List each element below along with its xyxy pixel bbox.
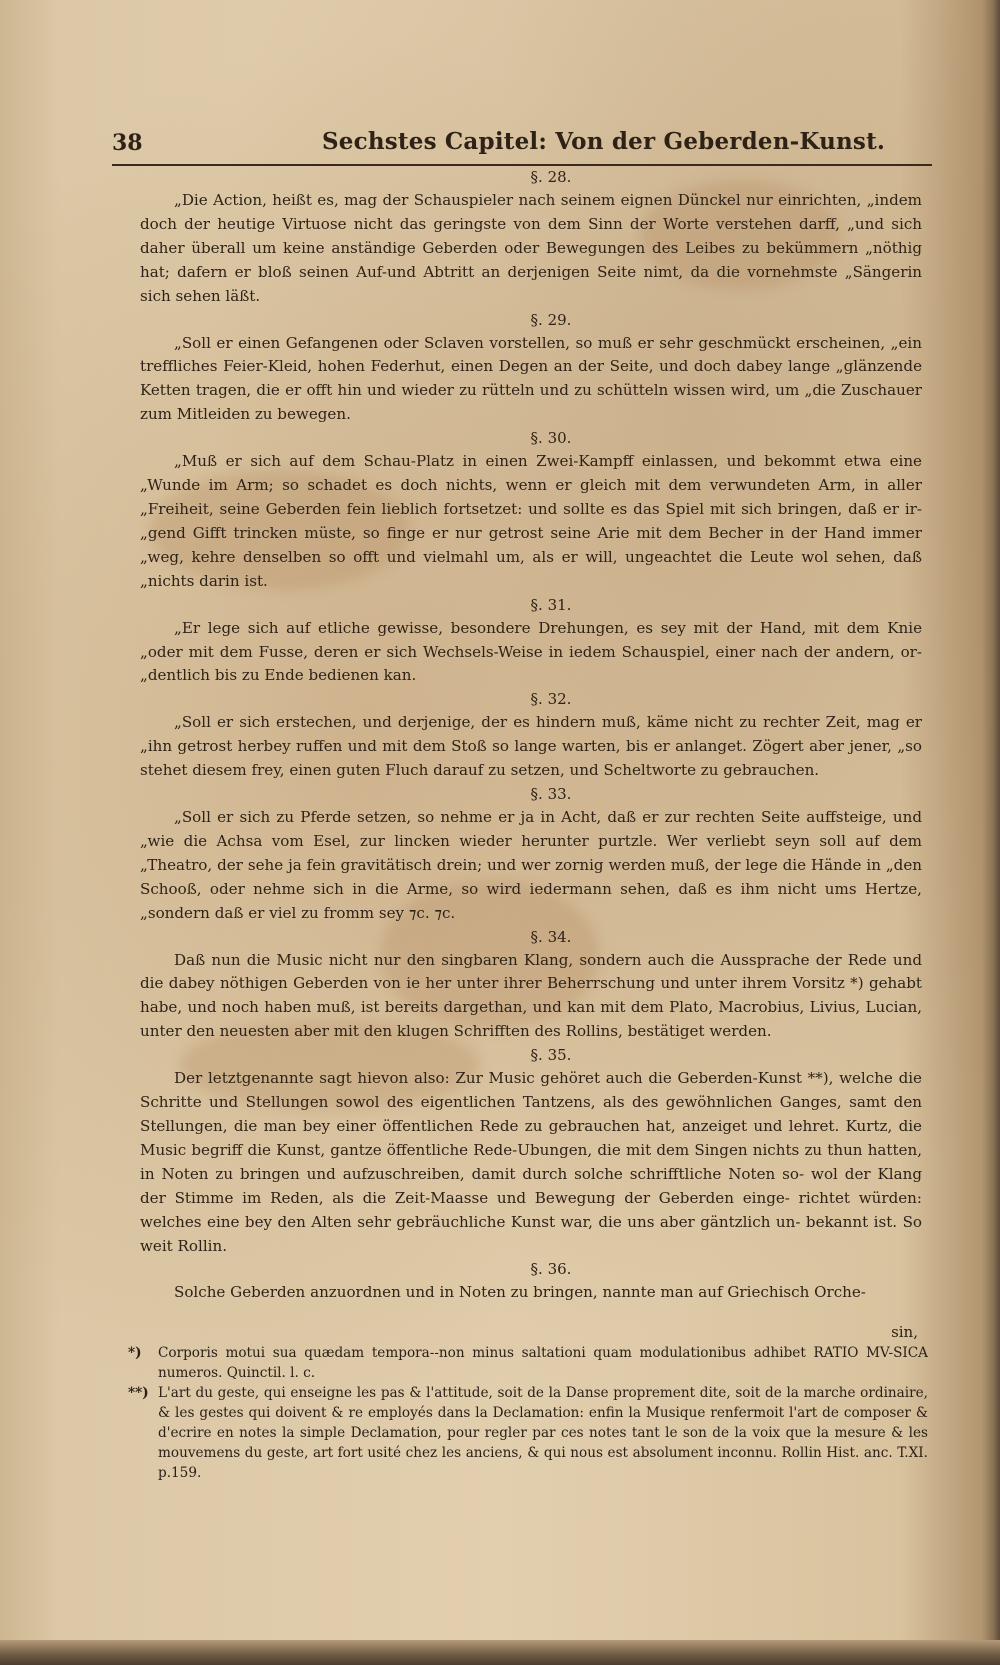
- page-edge-shadow: [982, 0, 1000, 1665]
- section-paragraph: Solche Geberden anzuordnen und in Noten zu bringen, nannte man auf Griechisch Orche-: [174, 1283, 866, 1302]
- section-paragraph: Der letztgenannte sagt hievon also: Zur Music gehöret auch die Geberden-Kunst **), welche die Schritte und Stellungen sowol des eigentlichen Tantzens, als des gewöhnlichen Ganges, samt den Stellungen, die man bey einer öffentlichen Rede zu gebrauchen hat, anzeiget und lehret. Kurtz, die Music begriff die Kunst, gantze öffentliche Rede-Ubungen, die mit dem Singen nichts zu thun hatten, in Noten zu bringen und aufzuschreiben, damit durch solche schrifftliche Noten so- wol der Klang der Stimme im Reden, als die Zeit-Maasse und Bewegung der Geberden einge- richtet würden: welches eine bey den Alten sehr gebräuchliche Kunst war, die uns aber gäntzlich un- bekannt ist. So weit Rollin.: [140, 1069, 922, 1255]
- section-number: §. 32.: [530, 690, 572, 709]
- section-paragraph: „Muß er sich auf dem Schau-Platz in einen Zwei-Kampff einlassen, und bekommt etwa eine „Wunde im Arm; so schadet es doch nichts, wenn er gleich mit dem verwundeten Arm, in aller „Freiheit, seine Geberden fein lieblich fortsetzet: und sollte es das Spiel mit sich bringen, daß er ir- „gend Gifft trincken müste, so finge er nur getrost seine Arie mit dem Becher in der Hand immer „weg, kehre denselben so offt und vielmahl um, als er will, ungeachtet die Leute wol sehen, daß „nichts darin ist.: [140, 452, 922, 590]
- section-number: §. 36.: [530, 1260, 572, 1279]
- section-number: §. 31.: [530, 595, 572, 614]
- page-number: 38: [112, 130, 143, 156]
- section-paragraph: „Soll er sich erstechen, und derjenige, der es hindern muß, käme nicht zu rechter Zeit, mag er „ihn getrost herbey ruffen und mit dem Stoß so lange warten, bis er anlanget. Zögert aber jener, „so stehet diesem frey, einen guten Fluch darauf zu setzen, und Scheltworte zu gebrauchen.: [140, 713, 922, 780]
- section-number: §. 35.: [530, 1046, 572, 1065]
- footnote: [128, 1383, 928, 1483]
- footnote-mark: **): [128, 1385, 149, 1401]
- footnote-text: Corporis motui sua quædam tempora--non minus saltationi quam modulationibus adhibet RATIO MV-SICA numeros. Quinctil. l. c.: [158, 1345, 928, 1381]
- section-paragraph: „Soll er sich zu Pferde setzen, so nehme er ja in Acht, daß er zur rechten Seite auffsteige, und „wie die Achsa vom Esel, zur lincken wieder herunter purtzle. Wer verliebt seyn soll auf dem „Theatro, der sehe ja fein gravitätisch drein; und wer zornig werden muß, der lege die Hände in „den Schooß, oder nehme sich in die Arme, so wird iedermann sehen, daß es ihm nicht ums Hertze, „sondern daß er viel zu fromm sey ⁊c. ⁊c.: [140, 808, 922, 922]
- section-paragraph: „Er lege sich auf etliche gewisse, besondere Drehungen, es sey mit der Hand, mit dem Knie „oder mit dem Fusse, deren er sich Wechsels-Weise in iedem Schauspiel, einer nach der andern, or- „dentlich bis zu Ende bedienen kan.: [140, 618, 922, 685]
- footnote-mark: *): [128, 1345, 142, 1361]
- footnote-text: L'art du geste, qui enseigne les pas & l'attitude, soit de la Danse proprement dite, soit de la marche ordinaire, & les gestes qui doivent & re employés dans la Declamation: enfin la Musique renfermoit l'art de composer & d'ecrire en notes la simple Declamation, pour regler par ces notes tant le son de la voix que la mesure & les mouvemens du geste, art fort usité chez les anciens, & qui nous est absolument inconnu. Rollin Hist. anc. T.XI. p.159.: [158, 1385, 928, 1481]
- scan-bottom-band: [0, 1640, 1000, 1665]
- section-number: §. 34.: [530, 927, 572, 946]
- footnote: [128, 1343, 928, 1383]
- main-text: [140, 166, 922, 1305]
- section-number: §. 29.: [530, 310, 572, 329]
- section-paragraph: „Die Action, heißt es, mag der Schauspieler nach seinem eignen Dünckel nur einrichten, „indem doch der heutige Virtuose nicht das geringste von dem Sinn der Worte verstehen darff, „und sich daher überall um keine anständige Geberden oder Bewegungen des Leibes zu bekümmern „nöthig hat; dafern er bloß seinen Auf-und Abtritt an derjenigen Seite nimt, da die vornehmste „Sängerin sich sehen läßt.: [140, 191, 922, 305]
- page-header: [112, 128, 932, 166]
- section-number: §. 28.: [530, 168, 572, 186]
- section-paragraph: „Soll er einen Gefangenen oder Sclaven vorstellen, so muß er sehr geschmückt erscheinen, „ein treffliches Feier-Kleid, hohen Federhut, einen Degen an der Seite, und doch dabey lange „glänzende Ketten tragen, die er offt hin und wieder zu rütteln und zu schütteln wissen wird, um „die Zuschauer zum Mitleiden zu bewegen.: [140, 333, 922, 424]
- section-number: §. 30.: [530, 429, 572, 448]
- section-number: §. 33.: [530, 785, 572, 804]
- section-paragraph: Daß nun die Music nicht nur den singbaren Klang, sondern auch die Aussprache der Rede und die dabey nöthigen Geberden von ie her unter ihrer Beherrschung und unter ihrem Vorsitz *) gehabt habe, und noch haben muß, ist bereits dargethan, und kan mit dem Plato, Macrobius, Livius, Lucian, unter den neuesten aber mit den klugen Schrifften des Rollins, bestätiget werden.: [140, 950, 922, 1041]
- footnotes: [128, 1343, 928, 1483]
- catchword: sin,: [891, 1323, 918, 1341]
- running-title: Sechstes Capitel: Von der Geberden-Kunst.: [322, 128, 886, 155]
